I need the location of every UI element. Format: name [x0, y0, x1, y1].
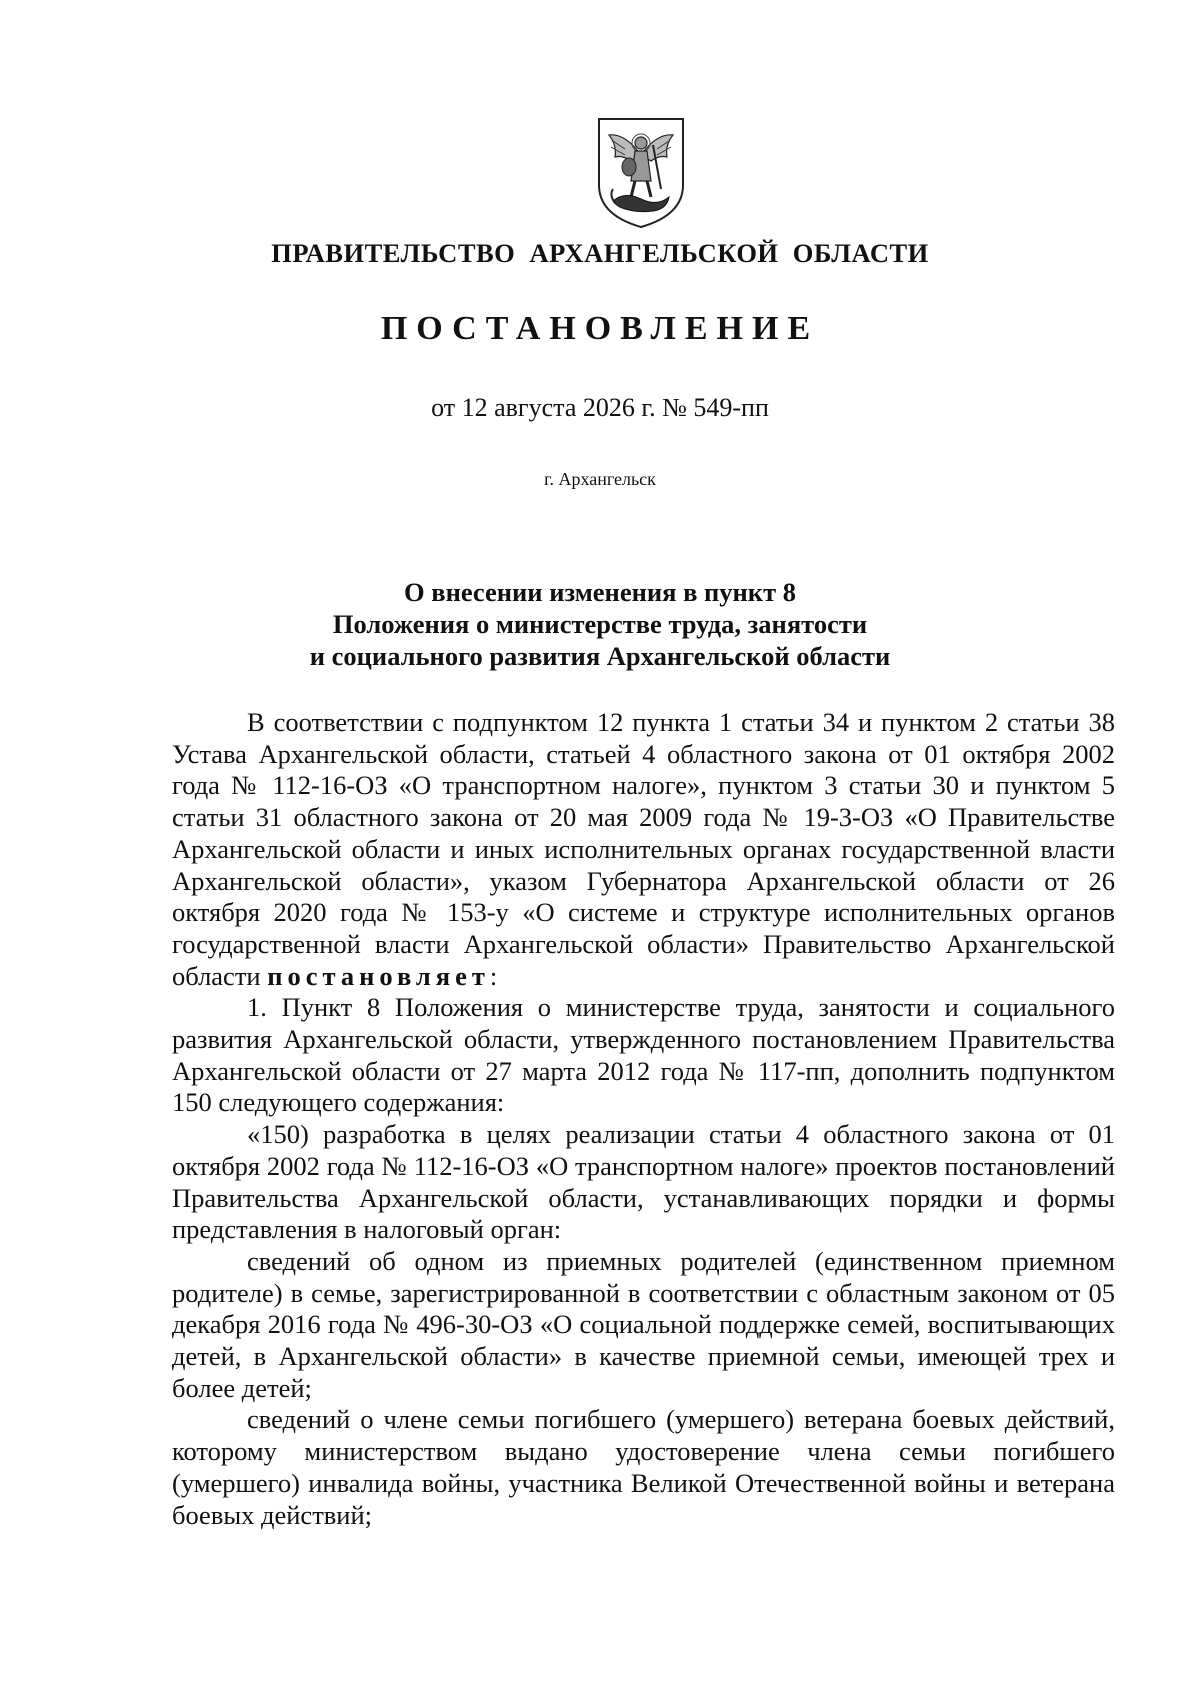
issuing-authority: ПРАВИТЕЛЬСТВО АРХАНГЕЛЬСКОЙ ОБЛАСТИ	[271, 238, 929, 268]
coat-of-arms-emblem	[595, 115, 687, 230]
resolves-colon: :	[489, 960, 498, 991]
title-line: О внесении изменения в пункт 8	[404, 577, 796, 607]
subitem-150-paragraph: «150) разработка в целях реализации статьи 4 областного закона от 01 октября 2002 года № 112-16-ОЗ «О транспортном налоге» проектов постановлений Правительства Архангельской области, устанавливающих порядки и формы представления в налоговый орган:	[172, 1119, 1115, 1245]
document-place: г. Архангельск	[544, 469, 656, 489]
clause-veteran-family-paragraph: сведений о члене семьи погибшего (умершего) ветерана боевых действий, которому министерством выдано удостоверение члена семьи погибшего (умершего) инвалида войны, участника Великой Отечественной войны и ветерана боевых действий;	[172, 1404, 1115, 1530]
document-date-number: от 12 августа 2026 г. № 549-пп	[431, 393, 769, 422]
preamble-paragraph	[172, 707, 1115, 992]
preamble-text: В соответствии с подпунктом 12 пункта 1 статьи 34 и пунктом 2 статьи 38 Устава Архангельской области, статьей 4 областного закона от 01 октября 2002 года № 112-16-ОЗ «О транспортном налоге», пунктом 3 статьи 30 и пунктом 5 статьи 31 областного закона от 20 мая 2009 года № 19-3-ОЗ «О Правительстве Архангельской области и иных исполнительных органах государственной власти Архангельской области», указом Губернатора Архангельской области от 26 октября 2020 года № 153-у «О системе и структуре исполнительных органов государственной власти Архангельской области» Правительство Архангельской области	[172, 707, 1115, 991]
document-title	[0, 576, 1200, 672]
clause-foster-family-paragraph: сведений об одном из приемных родителей (единственном приемном родителе) в семье, зарегистрированной в соответствии с областным законом от 05 декабря 2016 года № 496-30-ОЗ «О социальной поддержке семей, воспитывающих детей, в Архангельской области» в качестве приемной семьи, имеющей трех и более детей;	[172, 1245, 1115, 1403]
resolves-keyword: постановляет	[267, 960, 490, 991]
title-line: и социального развития Архангельской области	[309, 641, 891, 671]
document-body	[172, 707, 1115, 1531]
item-1-paragraph: 1. Пункт 8 Положения о министерстве труда, занятости и социального развития Архангельской области, утвержденного постановлением Правительства Архангельской области от 27 марта 2012 года № 117-пп, дополнить подпунктом 150 следующего содержания:	[172, 992, 1115, 1118]
document-type-heading: ПОСТАНОВЛЕНИЕ	[380, 310, 820, 347]
title-line: Положения о министерстве труда, занятости	[332, 609, 868, 639]
